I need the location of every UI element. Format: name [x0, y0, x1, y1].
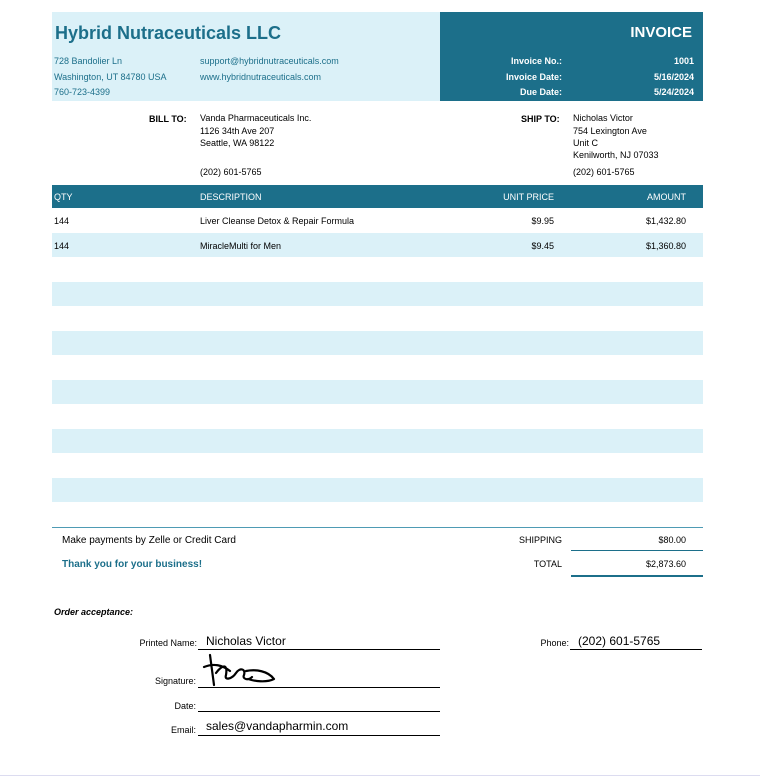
- total-amount: $2,873.60: [645, 558, 686, 569]
- printed-name-value: Nicholas Victor: [206, 634, 286, 648]
- empty-row: [52, 257, 703, 282]
- line-item-amount: $1,432.80: [645, 216, 686, 226]
- signature-field[interactable]: [198, 671, 440, 688]
- column-header-unit-price: UNIT PRICE: [503, 192, 554, 202]
- company-phone: 760-723-4399: [54, 87, 111, 97]
- company-email: support@hybridnutraceuticals.com: [200, 56, 339, 66]
- empty-row: [52, 306, 703, 331]
- phone-field[interactable]: [570, 633, 702, 650]
- payment-note: Make payments by Zelle or Credit Card: [62, 534, 236, 546]
- ship-to-name: Nicholas Victor: [573, 113, 633, 123]
- column-header-qty: QTY: [54, 192, 73, 202]
- due-date: 5/24/2024: [653, 87, 694, 97]
- empty-row: [52, 282, 703, 307]
- invoice-number: 1001: [673, 56, 694, 66]
- empty-row: [52, 478, 703, 503]
- line-item-row: [52, 233, 703, 258]
- shipping-amount: $80.00: [658, 534, 686, 545]
- invoice-date-label: Invoice Date:: [505, 72, 562, 82]
- due-date-label: Due Date:: [519, 87, 562, 97]
- printed-name-field[interactable]: [198, 633, 440, 650]
- email-value: sales@vandapharmin.com: [206, 719, 349, 733]
- printed-name-label: Printed Name:: [139, 638, 197, 648]
- column-header-description: DESCRIPTION: [200, 192, 262, 202]
- empty-row: [52, 355, 703, 380]
- empty-row: [52, 404, 703, 429]
- totals-section: [52, 527, 703, 588]
- shipping-label: SHIPPING: [518, 534, 562, 545]
- page-bottom-border: [0, 775, 760, 776]
- total-label: TOTAL: [533, 558, 562, 569]
- empty-row: [52, 429, 703, 454]
- email-field[interactable]: [198, 719, 440, 736]
- line-item-description: Liver Cleanse Detox & Repair Formula: [200, 216, 355, 226]
- company-name: Hybrid Nutraceuticals LLC: [55, 23, 282, 43]
- invoice-date: 5/16/2024: [653, 72, 694, 82]
- bill-to-address-line1: 1126 34th Ave 207: [200, 126, 275, 136]
- phone-value: (202) 601-5765: [578, 634, 661, 648]
- bill-to-name: Vanda Pharmaceuticals Inc.: [200, 113, 312, 123]
- line-items-header: [52, 185, 703, 208]
- line-item-amount: $1,360.80: [645, 240, 686, 251]
- date-field[interactable]: [198, 695, 440, 712]
- bill-to-address-line2: Seattle, WA 98122: [200, 138, 275, 148]
- column-header-amount: AMOUNT: [647, 192, 686, 202]
- bill-to-label: BILL TO:: [149, 114, 187, 124]
- invoice-document: [52, 12, 703, 588]
- line-item-description: MiracleMulti for Men: [200, 240, 282, 251]
- order-acceptance-section: [54, 606, 704, 746]
- shipping-divider: [571, 550, 703, 551]
- email-label: Email:: [170, 725, 196, 735]
- empty-row: [52, 502, 703, 527]
- line-item-qty: 144: [54, 240, 70, 251]
- company-address-line1: 728 Bandolier Ln: [54, 56, 123, 66]
- line-item-unit-price: $9.45: [531, 240, 554, 251]
- thank-you-note: Thank you for your business!: [62, 558, 203, 570]
- line-item-row: [52, 208, 703, 233]
- invoice-number-label: Invoice No.:: [510, 56, 562, 66]
- empty-row: [52, 453, 703, 478]
- date-label: Date:: [174, 701, 196, 711]
- signature-label: Signature:: [154, 676, 196, 686]
- line-item-qty: 144: [54, 216, 70, 226]
- line-item-unit-price: $9.95: [531, 216, 554, 226]
- ship-to-address-line1: 754 Lexington Ave: [573, 126, 647, 136]
- invoice-title: INVOICE: [630, 24, 692, 41]
- company-address-line2: Washington, UT 84780 USA: [54, 72, 167, 82]
- ship-to-address-line2: Unit C: [573, 138, 599, 148]
- ship-to-label: SHIP TO:: [521, 114, 560, 124]
- empty-row: [52, 331, 703, 356]
- bill-to-phone: (202) 601-5765: [200, 167, 262, 177]
- total-divider: [571, 575, 703, 577]
- empty-row: [52, 380, 703, 405]
- handwritten-signature-icon: [202, 651, 282, 687]
- company-website: www.hybridnutraceuticals.com: [200, 72, 322, 82]
- phone-label: Phone:: [540, 638, 569, 648]
- ship-to-address-line3: Kenilworth, NJ 07033: [573, 150, 659, 160]
- invoice-meta-block: [440, 12, 703, 101]
- ship-to-phone: (202) 601-5765: [573, 167, 635, 177]
- company-block: [52, 12, 440, 101]
- invoice-header: [52, 12, 703, 101]
- address-section: [52, 101, 703, 185]
- order-acceptance-heading: Order acceptance:: [54, 607, 134, 617]
